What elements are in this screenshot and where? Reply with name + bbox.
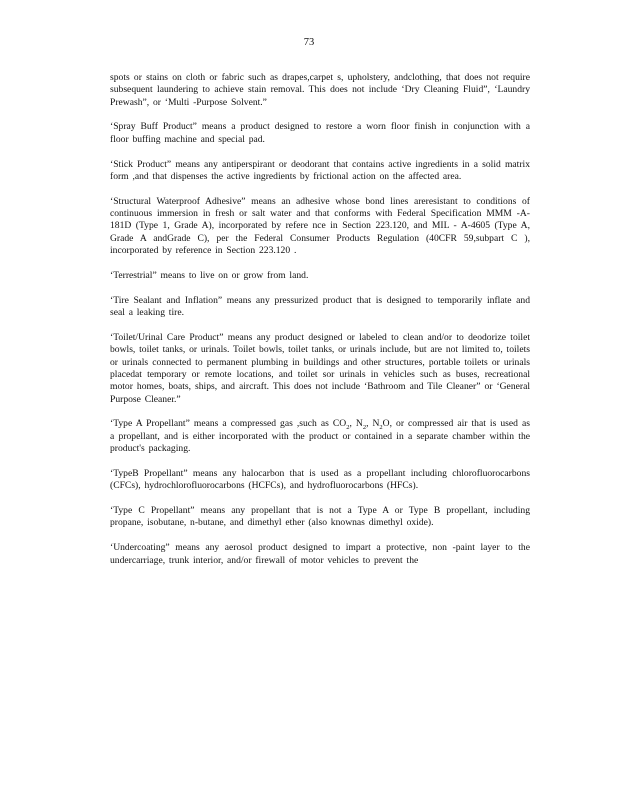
paragraph-terrestrial: ‘Terrestrial” means to live on or grow from land.: [110, 269, 309, 281]
paragraph-stick-product: ‘Stick Product” means any antiperspirant or deodorant that contains active ingredients in a solid matrix form ,and that dispenses the active ingredients by frictional action on the affected area.: [110, 158, 530, 182]
paragraph-type-a-propellant: [110, 418, 530, 455]
type-a-text-mid2: , N: [366, 418, 380, 430]
n2-subscript: 2: [362, 424, 367, 432]
paragraph-type-c-propellant: ‘Type C Propellant” means any propellant that is not a Type A or Type B propellant, including propane, isobutane, n-butane, and dimethyl ether (also knownas dimethyl oxide).: [110, 505, 530, 529]
type-a-text-before: ‘Type A Propellant” means a compressed gas ,such as CO: [110, 418, 347, 430]
paragraph-type-b-propellant: ‘TypeB Propellant” means any halocarbon that is used as a propellant including chlorofluorocarbons (CFCs), hydrochlorofluorocarbons (HCFCs), and hydrofluorocarbons (HFCs).: [110, 467, 530, 492]
paragraph-structural-waterproof-adhesive: ‘Structural Waterproof Adhesive” means an adhesive whose bond lines areresistant to conditions of continuous immersion in fresh or salt water and that conforms with Federal Specification MMM -A-181D (Type 1, Grade A), incorporated by refere nce in Section 223.120, and MIL - A-4605 (Type A, Grade A andGrade C), per the Federal Consumer Products Regulation (40CFR 59,subpart C ), incorporated by reference in Section 223.120 .: [110, 195, 530, 257]
paragraph-tire-sealant: ‘Tire Sealant and Inflation” means any pressurized product that is designed to temporarily inflate and seal a leaking tire.: [110, 294, 530, 319]
paragraph-stain-remover-continued: spots or stains on cloth or fabric such as drapes,carpet s, upholstery, andclothing, that does not require subsequent laundering to achieve stain removal. This does not include ‘Dry Cleaning Fluid”, ‘Laundry Prewash”, or ‘Multi -Purpose Solvent.”: [110, 72, 530, 108]
page-number: 73: [303, 37, 315, 48]
paragraph-spray-buff-product: ‘Spray Buff Product” means a product designed to restore a worn floor finish in conjunction with a floor buffing machine and special pad.: [110, 121, 530, 145]
page-body: [110, 70, 530, 579]
n2o-subscript: 2: [379, 424, 383, 432]
co2-subscript: 2: [346, 424, 350, 432]
paragraph-undercoating: ‘Undercoating” means any aerosol product designed to impart a protective, non -paint layer to the undercarriage, trunk interior, and/or firewall of motor vehicles to prevent the: [110, 542, 530, 566]
type-a-text-after: O, or compressed air that is used as a propellant, and is either incorporated with the product or contained in a separate chamber within the product's packaging.: [110, 418, 530, 454]
type-a-text-mid1: , N: [349, 418, 363, 430]
paragraph-toilet-urinal-care: ‘Toilet/Urinal Care Product” means any product designed or labeled to clean and/or to deodorize toilet bowls, toilet tanks, or urinals. Toilet bowls, toilet tanks, or urinals include, but are not limited to, toilets or urinals connected to permanent plumbing in buildings and other structures, portable toilets or urinals placedat temporary or remote locations, and toilet sor urinals in vehicles such as buses, recreational motor homes, boats, ships, and aircraft. This does not include ‘Bathroom and Tile Cleaner” or ‘General Purpose Cleaner.”: [110, 332, 530, 405]
